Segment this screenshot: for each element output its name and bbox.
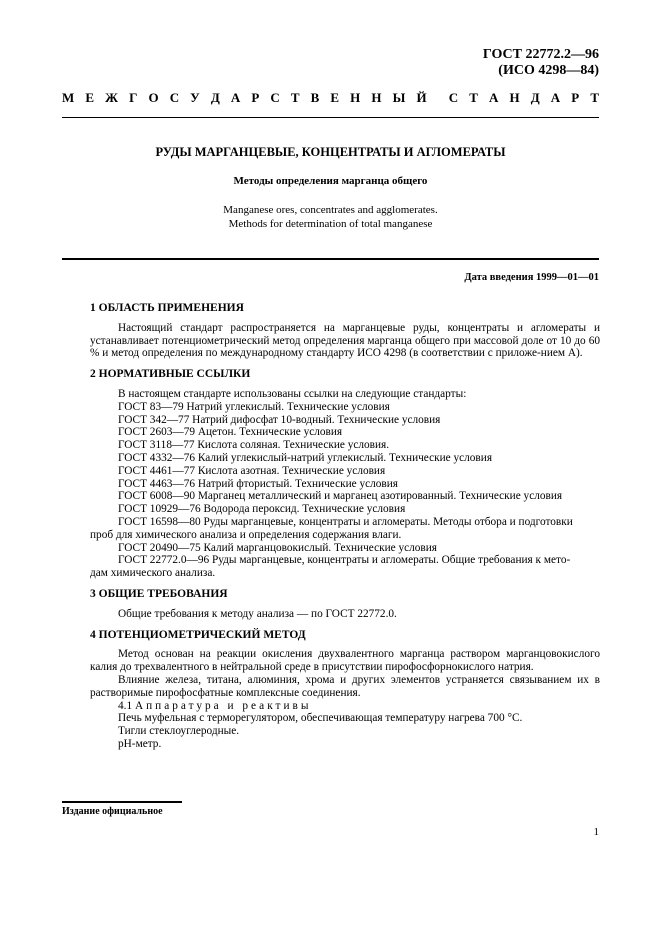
banner-letter: С	[270, 90, 280, 105]
banner-letter: Т	[290, 90, 300, 105]
references-list	[90, 401, 600, 516]
section-4-heading: 4 ПОТЕНЦИОМЕТРИЧЕСКИЙ МЕТОД	[90, 628, 306, 641]
banner-letter: У	[190, 90, 200, 105]
document-number-block	[483, 47, 599, 79]
banner-letter: Т	[469, 90, 478, 105]
iso-number: (ИСО 4298—84)	[498, 63, 599, 78]
banner-letter: Н	[350, 90, 361, 105]
section-2-intro: В настоящем стандарте использованы ссылки на следующие стандарты:	[118, 387, 467, 400]
apparatus-item-furnace: Печь муфельная с терморегулятором, обеспечивающая температуру нагрева 700 °С.	[118, 712, 523, 725]
banner-letter: Ы	[392, 90, 406, 105]
footer-rule	[62, 801, 182, 803]
apparatus-item-ph-meter: pH-метр.	[118, 737, 162, 750]
introduction-date: Дата введения 1999—01—01	[464, 272, 599, 283]
banner-letter: Н	[509, 90, 520, 105]
banner-letter: М	[62, 90, 75, 105]
banner-letter: С	[448, 90, 459, 105]
banner-letter: Р	[251, 90, 260, 105]
reference-item: ГОСТ 10929—76 Водорода пероксид. Технические условия	[118, 503, 406, 516]
banner-letter: А	[230, 90, 241, 105]
banner-letter: Т	[590, 90, 599, 105]
banner-letter: Д	[210, 90, 220, 105]
gost-number: ГОСТ 22772.2—96	[482, 47, 599, 62]
section-1-heading: 1 ОБЛАСТЬ ПРИМЕНЕНИЯ	[90, 302, 244, 314]
banner-letter: С	[169, 90, 180, 105]
apparatus-item-crucibles: Тигли стеклоуглеродные.	[118, 725, 240, 738]
banner-letter: А	[550, 90, 561, 105]
section-4-paragraph-1: Метод основан на реакции окисления двухвалентного марганца раствором марганцовокислого калия до трехвалентного в нейтральной среде в присутствии пирофосфорнокислого натрия.	[90, 648, 600, 674]
reference-item: ГОСТ 83—79 Натрий углекислый. Технические условия	[118, 400, 390, 413]
interstate-standard-banner	[62, 90, 599, 106]
banner-letter: Е	[330, 90, 340, 105]
banner-letter: Г	[129, 90, 138, 105]
reference-item: ГОСТ 3118—77 Кислота соляная. Технические условия.	[118, 439, 390, 452]
reference-item: ГОСТ 6008—90 Марганец металлический и марганец азотированный. Технические условия	[118, 490, 563, 503]
reference-16598-line-1: ГОСТ 16598—80 Руды марганцевые, концентраты и агломераты. Методы отбора и подготовки	[118, 515, 573, 528]
english-title-line-1: Manganese ores, concentrates and agglomerates.	[223, 204, 438, 216]
reference-22772-line-2: дам химического анализа.	[90, 567, 216, 580]
banner-letter: Й	[416, 90, 427, 105]
banner-letter: А	[489, 90, 499, 105]
reference-20490: ГОСТ 20490—75 Калий марганцовокислый. Технические условия	[118, 541, 437, 554]
banner-letter: Е	[85, 90, 95, 105]
reference-22772-line-1: ГОСТ 22772.0—96 Руды марганцевые, концентраты и агломераты. Общие требования к мето-	[118, 554, 571, 567]
section-4-paragraph-2: Влияние железа, титана, алюминия, хрома и других элементов устраняется связыванием их в растворимые пирофосфатные комплексные соединения.	[90, 673, 600, 699]
banner-letter: Р	[571, 90, 580, 105]
subsection-title: Аппаратура и реактивы	[134, 699, 312, 712]
reference-16598-line-2: проб для химического анализа и определения содержания влаги.	[90, 528, 402, 541]
reference-item: ГОСТ 342—77 Натрий дифосфат 10-водный. Технические условия	[118, 413, 441, 426]
banner-letter: В	[310, 90, 320, 105]
section-3-heading: 3 ОБЩИЕ ТРЕБОВАНИЯ	[90, 587, 228, 600]
document-body	[90, 302, 600, 751]
banner-letter: Д	[530, 90, 540, 105]
banner-letter: Н	[371, 90, 382, 105]
english-title	[62, 203, 599, 231]
section-1-text: Настоящий стандарт распространяется на марганцевые руды, концентраты и агломераты и устанавливает потенциометрический метод определения марганца общего при массовой доле от 10 до 60 % и метод определения по международному стандарту ИСО 4298 (в соответствии с приложе-нием А).	[90, 321, 600, 360]
reference-item: ГОСТ 4332—76 Калий углекислый-натрий углекислый. Технические условия	[118, 451, 493, 464]
reference-item: ГОСТ 4461—77 Кислота азотная. Технические условия	[118, 464, 386, 477]
document-title: РУДЫ МАРГАНЦЕВЫЕ, КОНЦЕНТРАТЫ И АГЛОМЕРАТЫ	[155, 145, 506, 159]
subsection-4-1-heading	[90, 700, 600, 713]
header-rule	[62, 117, 599, 118]
document-subtitle: Методы определения марганца общего	[233, 175, 428, 187]
reference-item: ГОСТ 2603—79 Ацетон. Технические условия	[118, 426, 343, 439]
title-rule	[62, 258, 599, 260]
official-edition-label: Издание официальное	[62, 806, 163, 817]
reference-item: ГОСТ 4463—76 Натрий фтористый. Технические условия	[118, 477, 398, 490]
banner-letter: Ж	[105, 90, 118, 105]
page-number: 1	[593, 826, 599, 838]
banner-letter: О	[148, 90, 159, 105]
section-2-heading: 2 НОРМАТИВНЫЕ ССЫЛКИ	[90, 368, 251, 381]
subsection-number: 4.1	[118, 699, 133, 712]
english-title-line-2: Methods for determination of total manganese	[228, 218, 433, 230]
section-3-text: Общие требования к методу анализа — по ГОСТ 22772.0.	[118, 607, 397, 620]
